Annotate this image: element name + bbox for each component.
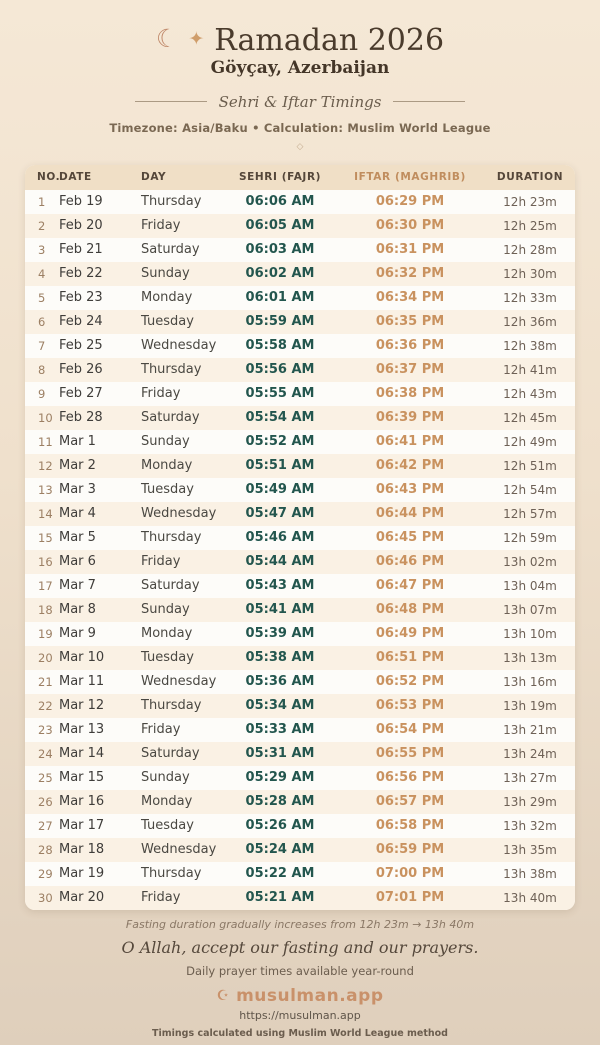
brand-row — [217, 986, 384, 1006]
table-row — [25, 238, 575, 262]
row-duration: 13h 27m — [503, 770, 557, 785]
row-day: Wednesday — [141, 842, 217, 857]
row-number: 21 — [38, 674, 53, 689]
row-duration: 12h 41m — [503, 362, 557, 377]
row-day: Thursday — [141, 194, 202, 209]
row-number: 13 — [38, 482, 53, 497]
brand-url: https://musulman.app — [239, 1008, 361, 1022]
row-duration: 13h 21m — [503, 722, 557, 737]
row-number: 6 — [38, 314, 46, 329]
row-duration: 12h 59m — [503, 530, 557, 545]
row-number: 25 — [38, 770, 53, 785]
row-iftar-time: 06:45 PM — [375, 530, 445, 545]
row-sehri-time: 05:21 AM — [245, 890, 315, 905]
row-iftar-time: 06:30 PM — [375, 218, 445, 233]
col-header-date: DATE — [59, 171, 92, 183]
table-row — [25, 742, 575, 766]
row-iftar-time: 06:41 PM — [375, 434, 445, 449]
row-duration: 13h 10m — [503, 626, 557, 641]
row-day: Friday — [141, 722, 181, 737]
row-iftar-time: 06:37 PM — [375, 362, 445, 377]
row-iftar-time: 06:58 PM — [375, 818, 445, 833]
row-sehri-time: 05:34 AM — [245, 698, 315, 713]
row-day: Tuesday — [141, 314, 194, 329]
row-date: Mar 11 — [59, 674, 105, 689]
row-sehri-time: 05:22 AM — [245, 866, 315, 881]
row-duration: 12h 43m — [503, 386, 557, 401]
row-day: Wednesday — [141, 674, 217, 689]
row-date: Mar 4 — [59, 506, 96, 521]
row-sehri-time: 06:06 AM — [245, 194, 315, 209]
row-number: 24 — [38, 746, 53, 761]
row-day: Saturday — [141, 578, 200, 593]
row-date: Mar 17 — [59, 818, 105, 833]
row-duration: 13h 24m — [503, 746, 557, 761]
row-iftar-time: 06:51 PM — [375, 650, 445, 665]
table-row — [25, 670, 575, 694]
row-day: Friday — [141, 218, 181, 233]
row-duration: 12h 28m — [503, 242, 557, 257]
row-date: Mar 10 — [59, 650, 105, 665]
table-row — [25, 502, 575, 526]
row-number: 19 — [38, 626, 53, 641]
table-row — [25, 646, 575, 670]
timings-table-card — [25, 165, 575, 910]
row-date: Feb 27 — [59, 386, 103, 401]
location-subtitle: Göyçay, Azerbaijan — [210, 57, 390, 78]
row-number: 28 — [38, 842, 53, 857]
row-iftar-time: 06:48 PM — [375, 602, 445, 617]
row-date: Mar 16 — [59, 794, 105, 809]
row-iftar-time: 06:36 PM — [375, 338, 445, 353]
table-row — [25, 694, 575, 718]
row-sehri-time: 05:38 AM — [245, 650, 315, 665]
divider-line-left — [135, 101, 207, 102]
row-number: 4 — [38, 266, 46, 281]
table-row — [25, 454, 575, 478]
row-iftar-time: 06:38 PM — [375, 386, 445, 401]
row-number: 29 — [38, 866, 53, 881]
table-row — [25, 622, 575, 646]
row-day: Saturday — [141, 242, 200, 257]
row-sehri-time: 05:29 AM — [245, 770, 315, 785]
row-day: Wednesday — [141, 506, 217, 521]
row-number: 20 — [38, 650, 53, 665]
row-duration: 13h 16m — [503, 674, 557, 689]
row-duration: 12h 38m — [503, 338, 557, 353]
row-day: Thursday — [141, 530, 202, 545]
row-number: 10 — [38, 410, 53, 425]
row-sehri-time: 05:41 AM — [245, 602, 315, 617]
row-duration: 12h 49m — [503, 434, 557, 449]
row-date: Feb 21 — [59, 242, 103, 257]
row-date: Feb 25 — [59, 338, 103, 353]
row-date: Mar 14 — [59, 746, 105, 761]
row-duration: 13h 38m — [503, 866, 557, 881]
brand-crescent-icon: ☪ — [216, 987, 230, 1004]
row-number: 14 — [38, 506, 53, 521]
table-row — [25, 862, 575, 886]
row-duration: 12h 25m — [503, 218, 557, 233]
row-date: Mar 18 — [59, 842, 105, 857]
row-duration: 12h 51m — [503, 458, 557, 473]
row-duration: 13h 32m — [503, 818, 557, 833]
row-sehri-time: 05:54 AM — [245, 410, 315, 425]
row-iftar-time: 06:56 PM — [375, 770, 445, 785]
col-header-day: DAY — [141, 171, 167, 183]
row-date: Mar 15 — [59, 770, 105, 785]
diamond-ornament-icon: ◇ — [296, 141, 304, 152]
table-row — [25, 262, 575, 286]
row-sehri-time: 05:36 AM — [245, 674, 315, 689]
table-row — [25, 598, 575, 622]
col-header-iftar: IFTAR (MAGHRIB) — [354, 171, 466, 183]
table-row — [25, 478, 575, 502]
col-header-sehri: SEHRI (FAJR) — [238, 171, 322, 183]
row-day: Sunday — [141, 770, 190, 785]
row-iftar-time: 06:53 PM — [375, 698, 445, 713]
row-date: Mar 5 — [59, 530, 96, 545]
section-label: Sehri & Iftar Timings — [218, 92, 382, 111]
row-date: Mar 20 — [59, 890, 105, 905]
row-duration: 13h 07m — [503, 602, 557, 617]
row-iftar-time: 06:47 PM — [375, 578, 445, 593]
table-row — [25, 766, 575, 790]
row-number: 5 — [38, 290, 46, 305]
row-sehri-time: 05:58 AM — [245, 338, 315, 353]
row-duration: 13h 29m — [503, 794, 557, 809]
row-date: Feb 24 — [59, 314, 103, 329]
row-duration: 13h 35m — [503, 842, 557, 857]
row-duration: 12h 33m — [503, 290, 557, 305]
divider-line-right — [393, 101, 465, 102]
row-day: Friday — [141, 554, 181, 569]
row-day: Thursday — [141, 866, 202, 881]
row-number: 27 — [38, 818, 53, 833]
crescent-moon-icon: ☾ — [155, 24, 179, 54]
row-iftar-time: 06:59 PM — [375, 842, 445, 857]
row-sehri-time: 06:05 AM — [245, 218, 315, 233]
row-iftar-time: 06:34 PM — [375, 290, 445, 305]
fasting-duration-note: Fasting duration gradually increases from 12h 23m → 13h 40m — [125, 917, 475, 931]
row-sehri-time: 05:39 AM — [245, 626, 315, 641]
row-day: Wednesday — [141, 338, 217, 353]
row-day: Sunday — [141, 602, 190, 617]
row-date: Mar 1 — [59, 434, 96, 449]
row-number: 1 — [38, 194, 46, 209]
row-date: Feb 19 — [59, 194, 103, 209]
col-header-duration: DURATION — [496, 171, 564, 183]
row-sehri-time: 05:46 AM — [245, 530, 315, 545]
row-date: Mar 8 — [59, 602, 96, 617]
timezone-calculation-meta: Timezone: Asia/Baku • Calculation: Muslim World League — [109, 120, 491, 135]
row-iftar-time: 06:32 PM — [375, 266, 445, 281]
table-row — [25, 358, 575, 382]
row-sehri-time: 05:55 AM — [245, 386, 315, 401]
row-date: Mar 2 — [59, 458, 96, 473]
row-sehri-time: 05:56 AM — [245, 362, 315, 377]
row-number: 26 — [38, 794, 53, 809]
row-iftar-time: 07:01 PM — [375, 890, 445, 905]
row-day: Thursday — [141, 362, 202, 377]
row-duration: 13h 04m — [503, 578, 557, 593]
row-number: 12 — [38, 458, 53, 473]
row-number: 23 — [38, 722, 53, 737]
row-number: 15 — [38, 530, 53, 545]
row-iftar-time: 06:52 PM — [375, 674, 445, 689]
row-iftar-time: 06:35 PM — [375, 314, 445, 329]
row-iftar-time: 06:43 PM — [375, 482, 445, 497]
row-day: Monday — [141, 290, 193, 305]
row-duration: 12h 23m — [503, 194, 557, 209]
row-day: Monday — [141, 458, 193, 473]
row-iftar-time: 06:29 PM — [375, 194, 445, 209]
row-date: Mar 12 — [59, 698, 105, 713]
table-row — [25, 430, 575, 454]
row-number: 30 — [38, 890, 53, 905]
row-day: Saturday — [141, 410, 200, 425]
row-duration: 12h 57m — [503, 506, 557, 521]
row-day: Saturday — [141, 746, 200, 761]
table-row — [25, 814, 575, 838]
brand-name: musulman.app — [236, 985, 384, 1006]
row-number: 9 — [38, 386, 46, 401]
row-duration: 13h 02m — [503, 554, 557, 569]
row-day: Thursday — [141, 698, 202, 713]
row-duration: 12h 30m — [503, 266, 557, 281]
row-sehri-time: 05:44 AM — [245, 554, 315, 569]
row-date: Mar 7 — [59, 578, 96, 593]
row-duration: 12h 45m — [503, 410, 557, 425]
row-iftar-time: 06:46 PM — [375, 554, 445, 569]
page-title: Ramadan 2026 — [214, 23, 445, 58]
row-iftar-time: 06:49 PM — [375, 626, 445, 641]
row-sehri-time: 05:59 AM — [245, 314, 315, 329]
table-row — [25, 382, 575, 406]
row-number: 18 — [38, 602, 53, 617]
row-day: Sunday — [141, 266, 190, 281]
availability-text: Daily prayer times available year-round — [186, 963, 414, 978]
table-row — [25, 838, 575, 862]
row-day: Monday — [141, 794, 193, 809]
table-row — [25, 790, 575, 814]
row-iftar-time: 06:54 PM — [375, 722, 445, 737]
row-duration: 12h 36m — [503, 314, 557, 329]
row-duration: 13h 19m — [503, 698, 557, 713]
dua-text: O Allah, accept our fasting and our prayers. — [121, 937, 479, 957]
table-row — [25, 886, 575, 910]
table-row — [25, 406, 575, 430]
row-number: 17 — [38, 578, 53, 593]
row-date: Feb 23 — [59, 290, 103, 305]
table-row — [25, 718, 575, 742]
sparkle-star-icon: ✦ — [188, 28, 205, 51]
row-day: Tuesday — [141, 650, 194, 665]
table-row — [25, 574, 575, 598]
row-day: Tuesday — [141, 482, 194, 497]
row-sehri-time: 05:28 AM — [245, 794, 315, 809]
row-duration: 12h 54m — [503, 482, 557, 497]
table-row — [25, 214, 575, 238]
table-row — [25, 286, 575, 310]
row-date: Mar 9 — [59, 626, 96, 641]
row-sehri-time: 05:43 AM — [245, 578, 315, 593]
row-iftar-time: 06:55 PM — [375, 746, 445, 761]
table-body — [25, 190, 575, 910]
row-number: 7 — [38, 338, 46, 353]
row-date: Feb 28 — [59, 410, 103, 425]
row-sehri-time: 05:31 AM — [245, 746, 315, 761]
row-day: Monday — [141, 626, 193, 641]
row-sehri-time: 05:26 AM — [245, 818, 315, 833]
method-footnote: Timings calculated using Muslim World League method — [152, 1027, 448, 1039]
row-duration: 13h 13m — [503, 650, 557, 665]
row-iftar-time: 06:44 PM — [375, 506, 445, 521]
row-number: 22 — [38, 698, 53, 713]
row-iftar-time: 06:39 PM — [375, 410, 445, 425]
row-iftar-time: 06:42 PM — [375, 458, 445, 473]
flyer-header — [0, 0, 600, 152]
row-iftar-time: 07:00 PM — [375, 866, 445, 881]
row-sehri-time: 06:01 AM — [245, 290, 315, 305]
row-iftar-time: 06:57 PM — [375, 794, 445, 809]
row-sehri-time: 05:33 AM — [245, 722, 315, 737]
row-date: Feb 22 — [59, 266, 103, 281]
col-header-no: NO. — [37, 171, 61, 183]
row-day: Friday — [141, 890, 181, 905]
table-row — [25, 550, 575, 574]
row-sehri-time: 05:24 AM — [245, 842, 315, 857]
row-sehri-time: 05:49 AM — [245, 482, 315, 497]
row-number: 3 — [38, 242, 46, 257]
row-number: 8 — [38, 362, 46, 377]
row-date: Feb 26 — [59, 362, 103, 377]
title-row — [0, 25, 600, 57]
row-sehri-time: 05:52 AM — [245, 434, 315, 449]
row-sehri-time: 06:02 AM — [245, 266, 315, 281]
row-date: Feb 20 — [59, 218, 103, 233]
row-date: Mar 6 — [59, 554, 96, 569]
table-row — [25, 526, 575, 550]
row-sehri-time: 06:03 AM — [245, 242, 315, 257]
row-day: Friday — [141, 386, 181, 401]
row-date: Mar 13 — [59, 722, 105, 737]
row-sehri-time: 05:51 AM — [245, 458, 315, 473]
table-row — [25, 310, 575, 334]
row-duration: 13h 40m — [503, 890, 557, 905]
row-sehri-time: 05:47 AM — [245, 506, 315, 521]
row-day: Tuesday — [141, 818, 194, 833]
table-row — [25, 190, 575, 214]
row-day: Sunday — [141, 434, 190, 449]
row-number: 11 — [38, 434, 53, 449]
row-date: Mar 3 — [59, 482, 96, 497]
table-row — [25, 334, 575, 358]
section-divider — [0, 93, 600, 111]
table-header-row — [25, 165, 575, 190]
row-number: 16 — [38, 554, 53, 569]
row-number: 2 — [38, 218, 46, 233]
row-iftar-time: 06:31 PM — [375, 242, 445, 257]
row-date: Mar 19 — [59, 866, 105, 881]
